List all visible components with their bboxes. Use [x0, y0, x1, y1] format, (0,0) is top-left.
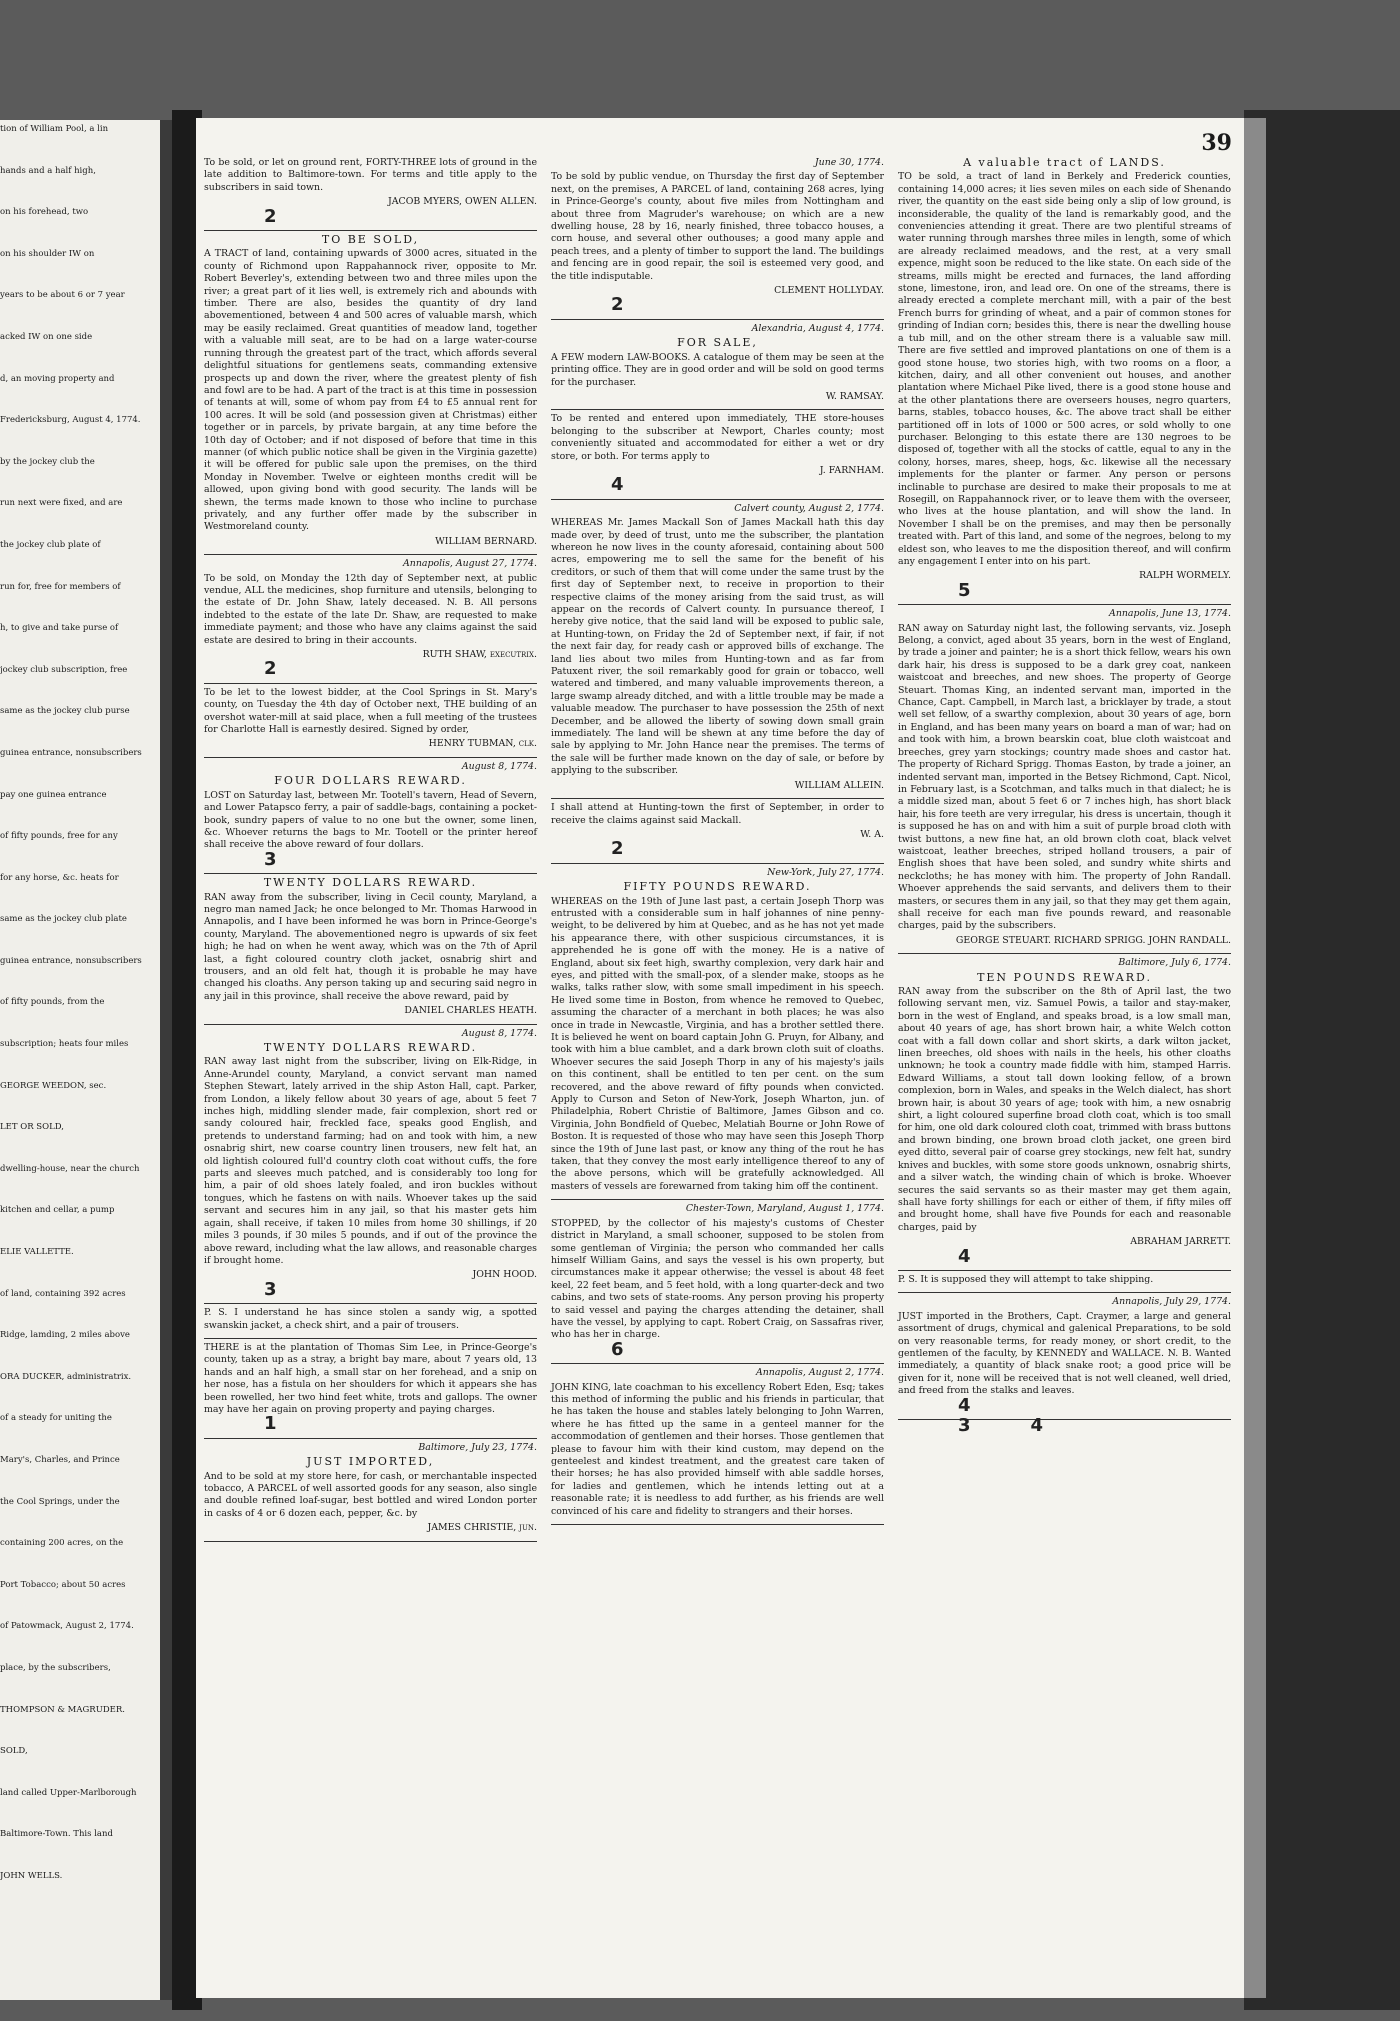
ad-body-text: A TRACT of land, containing upwards of 3000 acres, situated in the county of Richmond upon Rappahannock river, opposite to Mr. Robert Beverley's, extending between two and three miles upon the river; a great part of it lies well, is extremely rich and abounds with timber. There are also, besides the quantity of dry land abovementioned, between 4 and 500 acres of valuable marsh, which may be easily reclaimed. Great quantities of meadow land, together with a valuable mill seat, are to be had on a large water-course running through the greatest part of the tract, which affords several delightful situations for gentlemens seats, commanding extensive prospects up and down the river, where the greatest plenty of fish and fowl are to be had. A part of the tract is at this time in possession of tenants at will, some of whom pay from £4 to £5 annual rent for 100 acres. It will be sold (and possession given at Christmas) either together or in parcels, by private bargain, at any time before the 10th day of October; and if not disposed of before that time in this manner (of which public notice shall be given in the Virginia gazette) it will be offered for public sale upon the premises, on the third Monday in November. Twelve or eighteen months credit will be allowed, upon giving bond with good security. The lands will be shewn, the terms made known to those who incline to purchase privately, and any further offer made by the subscriber in Westmoreland county.	[204, 248, 537, 533]
left-page-line: Mary's, Charles, and Prince	[0, 1455, 120, 1465]
left-page-line: Baltimore-Town. This land	[0, 1829, 113, 1840]
advertisement	[551, 1364, 884, 1525]
left-page-line: THOMPSON & MAGRUDER.	[0, 1704, 125, 1715]
handwritten-mark: 4	[1030, 1415, 1044, 1436]
handwritten-mark: 4	[958, 1245, 971, 1267]
left-page-line: run for, free for members of	[0, 581, 121, 592]
advertisement	[204, 1339, 537, 1439]
ad-body-text: TO be sold, a tract of land in Berkely and Frederick counties, containing 14,000 acres; it lies seven miles on each side of Shenando river, the quantity on the east side being only a slip of low ground, is inconsiderable, the quality of the land is remarkably good, and the conveniencies attending it great. There are two plentiful streams of water running through marshes three miles in length, some of which are already reclaimed meadows, and the rest, at a very small expence, might soon be reduced to the like state. On each side of the streams, mills might be erected and furnaces, the land affording stone, limestone, iron, and lead ore. On one of the streams, there is already erected a complete merchant mill, with a pair of the best French burrs for grinding of wheat, and a pair of common stones for grinding of Indian corn; besides this, there is near the dwelling house a tub mill, and on the other stream there is a valuable saw mill. There are five settled and improved plantations on one of them is a good stone house, two stories high, with two rooms on a floor, a kitchen, dairy, and all other convenient out houses, and another plantation where Michael Pike lived, there is a good stone house and at the other plantations there are overseers houses, negro quarters, barns, stables, tobacco houses, &c. The above tract shall be either partitioned off in lots of 1000 or 500 acres, or sold wholly to one purchaser. Belonging to this estate there are 130 negroes to be disposed of, together with all the stocks of cattle, equal to any in the colony, horses, mares, sheep, hogs, &c. likewise all the necessary implements for the planter or farmer. Any person or persons inclinable to purchase are desired to make their proposals to me at Rosegill, on Rappahannock river, or to leave them with the overseer, who lives at the house plantation, and will show the land. In November I shall be on the premises, and may then be personally treated with. Part of this land, and some of the negroes, belong to my eldest son, who leaves to me the disposition thereof, and will confirm any engagement I enter into on his part.	[898, 171, 1231, 567]
ad-body-text: RAN away on Saturday night last, the following servants, viz. Joseph Belong, a convict, aged about 35 years, born in the west of England, by trade a joiner and painter; he is a short thick fellow, wears his own dark hair, his dress is supposed to be a dark grey coat, nankeen waistcoat and breeches, and new shoes. The property of George Steuart. Thomas King, an indented servant man, imported in the Chance, Capt. Campbell, in March last, a bricklayer by trade, a stout well set fellow, of a swarthy complexion, about 30 years of age, born in England, and has been many years on board a man of war; had on and took with him, a brown bearskin coat, blue cloth waistcoat and breeches, grey yarn stockings; country made shoes and castor hat. The property of Richard Sprigg. Thomas Easton, by trade a joiner, an indented servant man, imported in the Betsey Richmond, Capt. Nicol, in February last, is a Scotchman, and talks much in that dialect; he is a middle sized man, about 5 feet 6 or 7 inches high, has short black hair, his fore teeth are very irregular, his dress is uncertain, though it is supposed he has on and with him a suit of purple broad cloth with twist buttons, a new fine hat, an old brown cloth coat, black velvet waistcoat, leather breeches, striped holland trousers, a pair of English shoes that have been soled, and sundry white shirts and neckcloths; he has money with him. The property of John Randall. Whoever apprehends the said servants, and delivers them to their masters, or secures them in any jail, so that they may get them again, shall receive for each man five pounds reward, and reasonable charges, paid by the subscribers.	[898, 622, 1231, 932]
left-page-line: on his forehead, two	[0, 207, 89, 218]
left-page-line: Fredericksburg, August 4, 1774.	[0, 415, 141, 426]
left-page-line: guinea entrance, nonsubscribers	[0, 747, 142, 758]
left-page-line: tion of William Pool, a lin	[0, 124, 109, 134]
left-page-line: of fifty pounds, free for any	[0, 831, 118, 842]
advertisement	[551, 410, 884, 499]
ad-body-text: To be sold, on Monday the 12th day of September next, at public vendue, ALL the medicines, shop furniture and utensils, belonging to the estate of Dr. John Shaw, lately deceased. N. B. All persons indebted to the estate of the late Dr. Shaw, are requested to make immediate payment; and those who have any claims against the said estate are desired to bring in their accounts.	[204, 572, 537, 646]
ad-dateline: Annapolis, July 29, 1774.	[1112, 1296, 1231, 1308]
book-edge	[1244, 110, 1400, 2010]
advertisement	[204, 231, 537, 555]
column-1	[204, 154, 537, 1542]
page-stack-edge	[1244, 118, 1266, 1998]
advertisement	[204, 1439, 537, 1542]
left-page-line: LET OR SOLD,	[0, 1122, 64, 1133]
left-page-line: Ridge, lamding, 2 miles above	[0, 1330, 130, 1341]
advertisement	[551, 799, 884, 864]
ad-signature: W. RAMSAY.	[825, 390, 884, 402]
left-page-line: years to be about 6 or 7 year	[0, 290, 125, 301]
advertisement	[898, 1271, 1231, 1293]
ad-signature: HENRY TUBMAN, clk.	[428, 738, 537, 750]
left-page-line: the jockey club plate of	[0, 539, 101, 550]
ad-signature: GEORGE STEUART. RICHARD SPRIGG. JOHN RANDALL.	[955, 934, 1231, 946]
ad-heading: TEN POUNDS REWARD.	[977, 970, 1152, 984]
ad-body-text: RAN away from the subscriber, living in Cecil county, Maryland, a negro man named Jack; he once belonged to Mr. Thomas Harwood in Annapolis, and I have been informed he was born in Prince-George's county, Maryland. The abovementioned negro is upwards of six feet high; he had on when he went away, which was on the 7th of April last, a fight coloured country cloth jacket, osnabrig shirt and trousers, and an old felt hat, though it is probable he may have changed his cloaths. Any person taking up and securing said negro in any jail in this province, shall receive the above reward, paid by	[204, 891, 537, 1002]
ad-body-text: And to be sold at my store here, for cash, or merchantable inspected tobacco, A PARCEL of well assorted goods for any season, also single and double refined loaf-sugar, best bottled and wired London porter in casks of 4 or 6 dozen each, pepper, &c. by	[204, 1470, 537, 1519]
column-3	[898, 154, 1231, 1542]
newspaper-columns	[204, 154, 1234, 1542]
ad-dateline: August 8, 1774.	[461, 1027, 537, 1039]
ad-dateline: Calvert county, August 2, 1774.	[734, 502, 884, 514]
left-page-line: same as the jockey club plate	[0, 914, 127, 925]
handwritten-mark: 5	[958, 579, 971, 601]
ad-dateline: June 30, 1774.	[814, 157, 884, 168]
ad-body-text: To be let to the lowest bidder, at the Cool Springs in St. Mary's county, on Tuesday the 4th day of October next, THE building of an overshot water-mill at said place, when a full meeting of the trustees for Charlotte Hall is earnestly desired. Signed by order,	[204, 686, 537, 736]
left-page-line: ELIE VALLETTE.	[0, 1247, 74, 1258]
left-page-line: h, to give and take purse of	[0, 623, 119, 634]
ad-signature: W. A.	[860, 828, 884, 840]
left-page-line: acked IW on one side	[0, 331, 93, 342]
left-page-line: d, an moving property and	[0, 373, 115, 384]
handwritten-mark: 4	[958, 1394, 971, 1416]
ad-heading: A valuable tract of LANDS.	[963, 156, 1166, 169]
ad-dateline: Baltimore, July 23, 1774.	[418, 1441, 537, 1453]
left-page-line: ORA DUCKER, administratrix.	[0, 1371, 132, 1382]
left-page	[0, 120, 172, 2000]
ad-body-text: STOPPED, by the collector of his majesty's customs of Chester district in Maryland, a small schooner, supposed to be stolen from some gentleman of Virginia; the person who commanded her calls himself William Gains, and says the vessel is his own property, but circumstances make it appear otherwise; the vessel is about 48 feet keel, 22 feet beam, and 5 feet hold, with a long quarter-deck and two cabins, and two sets of state-rooms. Any person proving his property to said vessel and paying the charges attending the detainer, shall have the vessel, by applying to capt. Robert Craig, on Sassafras river, who has her in charge.	[551, 1217, 884, 1341]
ad-signature: RUTH SHAW, executrix.	[422, 649, 537, 661]
advertisement	[204, 684, 537, 758]
ad-body-text: JUST imported in the Brothers, Capt. Craymer, a large and general assortment of drugs, chymical and galenical Preparations, to be sold on very reasonable terms, for ready money, or short credit, to the gentlemen of the faculty, by KENNEDY and WALLACE. N. B. Wanted immediately, a quantity of black snake root; a good price will be given for it, none will be received that is not well cleaned, well dried, and freed from the stalks and leaves.	[898, 1310, 1231, 1397]
left-page-line: run next were fixed, and are	[0, 498, 123, 509]
ad-signature: DANIEL CHARLES HEATH.	[404, 1005, 537, 1017]
ad-body-text: LOST on Saturday last, between Mr. Tootell's tavern, Head of Severn, and Lower Patapsco ferry, a pair of saddle-bags, containing a pocket-book, sundry papers of value to no one but the owner, some linen, &c. Whoever returns the bags to Mr. Tootell or the printer hereof shall receive the above reward of four dollars.	[204, 789, 537, 851]
ad-body-text: P. S. I understand he has since stolen a sandy wig, a spotted swanskin jacket, a check shirt, and a pair of trousers.	[204, 1307, 537, 1331]
advertisement	[898, 1293, 1231, 1420]
left-page-line: the Cool Springs, under the	[0, 1496, 120, 1507]
ad-dateline: Alexandria, August 4, 1774.	[751, 322, 884, 334]
ad-body-text: I shall attend at Hunting-town the first of September, in order to receive the claims against said Mackall.	[551, 802, 884, 826]
advertisement	[204, 154, 537, 231]
handwritten-mark: 3	[958, 1415, 971, 1436]
left-page-line: on his shoulder IW on	[0, 248, 95, 259]
ad-dateline: Annapolis, August 2, 1774.	[755, 1367, 884, 1379]
ad-body-text: WHEREAS Mr. James Mackall Son of James Mackall hath this day made over, by deed of trust, unto me the subscriber, the plantation whereon he now lives in the county aforesaid, containing about 500 acres, empowering me to sell the same for the benefit of his creditors, or such of them that will come under the same trust by the first day of September next, to receive in proportion to their respective claims of the money arising from the said trust, as will appear on the records of Calvert county. In pursuance thereof, I hereby give notice, that the said land will be exposed to public sale, at Hunting-town, on Friday the 2d of September next, if fair, if not the next fair day, for ready cash or approved bills of exchange. The land lies about two miles from Hunting-town and as far from Patuxent river, the soil remarkably good for grain or tobacco, well watered and timbered, and many valuable improvements thereon, a large swamp already ditched, and with a little trouble may be made a valuable meadow. The purchaser to have possession the 25th of next December, and be allowed the liberty of sowing down small grain immediately. The land will be shewn at any time before the day of sale by applying to Mr. John Hance near the premises. The terms of the sale will be further made known on the day of sale, or before by applying to the subscriber.	[551, 517, 884, 777]
left-page-line: GEORGE WEEDON, sec.	[0, 1080, 107, 1091]
ad-dateline: Chester-Town, Maryland, August 1, 1774.	[685, 1203, 884, 1215]
ad-heading: JUST IMPORTED,	[306, 1455, 435, 1469]
left-page-line: hands and a half high,	[0, 165, 96, 176]
ad-heading: TWENTY DOLLARS REWARD.	[263, 876, 478, 890]
left-page-line: same as the jockey club purse	[0, 706, 130, 717]
ad-signature: WILLIAM ALLEIN.	[794, 779, 884, 791]
advertisement	[898, 954, 1231, 1271]
left-page-line: kitchen and cellar, a pump	[0, 1205, 115, 1216]
left-page-line: dwelling-house, near the church	[0, 1163, 140, 1174]
ad-heading: FIFTY POUNDS REWARD.	[623, 880, 812, 894]
ad-body-text: P. S. It is supposed they will attempt to take shipping.	[898, 1273, 1154, 1285]
handwritten-mark: 3	[264, 848, 277, 870]
ad-signature: CLEMENT HOLLYDAY.	[774, 285, 884, 297]
left-page-line: for any horse, &c. heats for	[0, 872, 119, 883]
ad-body-text: RAN away last night from the subscriber, living on Elk-Ridge, in Anne-Arundel county, Maryland, a convict servant man named Stephen Stewart, lately arrived in the ship Aston Hall, capt. Parker, from London, a likely fellow about 30 years of age, about 5 feet 7 inches high, middling slender made, fair complexion, short red or sandy coloured hair, freckled face, speaks good English, and pretends to understand farming; had on and took with him, a new osnabrig shirt, new coarse country linen trousers, new felt hat, an old lightish coloured full'd country cloth coat without cuffs, the fore parts and sleeves much patched, and is considerably too long for him, a pair of old shoes lately foaled, and iron buckles without tongues, which he fastens on with nails. Whoever takes up the said servant and secures him in any jail, so that his master gets him again, shall receive, if taken 10 miles from home 30 shillings, if 20 miles 3 pounds, if 30 miles 5 pounds, and if out of the province the above reward, including what the law allows, and reasonable charges if brought home.	[204, 1056, 537, 1266]
ad-heading: FOUR DOLLARS REWARD.	[274, 774, 467, 788]
left-page-column	[0, 120, 172, 1883]
left-page-line: of a steady for uniting the	[0, 1413, 112, 1424]
ad-dateline: New-York, July 27, 1774.	[767, 866, 884, 878]
left-page-line: place, by the subscribers,	[0, 1662, 111, 1673]
ad-heading: FOR SALE,	[677, 336, 758, 350]
handwritten-mark: 2	[611, 838, 624, 860]
ad-dateline: Annapolis, June 13, 1774.	[1109, 608, 1231, 620]
advertisement	[204, 555, 537, 684]
ad-body-text: To be sold by public vendue, on Thursday the first day of September next, on the premises, A PARCEL of land, containing 268 acres, lying in Prince-George's county, about five miles from Nottingham and about three from Magruder's warehouse; on which are a new dwelling house, 28 by 16, nearly finished, three tobacco houses, a corn house, and several other outhouses; a good many apple and peach trees, and a plenty of timber to support the land. The buildings and fencing are in good repair, the soil is esteemed very good, and the title indisputable.	[551, 171, 884, 282]
ad-dateline: August 8, 1774.	[461, 760, 537, 772]
advertisement	[898, 605, 1231, 954]
ad-signature: RALPH WORMELY.	[1139, 570, 1231, 582]
left-page-line: subscription; heats four miles	[0, 1039, 129, 1050]
advertisement	[204, 758, 537, 874]
ad-body-text: RAN away from the subscriber on the 8th of April last, the two following servant men, viz. Samuel Powis, a tailor and stay-maker, born in the west of England, and speaks broad, is a low small man, about 40 years of age, has short brown hair, a white Welch cotton coat with a fall down collar and short skirts, a dark wilton jacket, linen breeches, old shoes with nails in the heels, his other cloaths unknown; he took a country made fiddle with him, stamped Harris. Edward Williams, a stout tall down looking fellow, of a brown complexion, born in Wales, and speaks in the Welch dialect, has short brown hair, is about 30 years of age; took with him, a new osnabrig shirt, a light coloured superfine broad cloth coat, which is too small for him, one old dark coloured cloth coat, trimmed with brass buttons and brown binding, one brown broad cloth jacket, one green bird eyed ditto, several pair of coarse grey stockings, new felt hat, sundry knives and buckles, with some store goods unknown, osnabrig shirts, and a silver watch, the winding chain of which is broke. Whoever secures the said servants so as their master may get them again, shall have forty shillings for each or either of them, if fifty miles off and brought home, shall have five Pounds for each and reasonable charges, paid by	[898, 986, 1231, 1233]
ad-body-text: THERE is at the plantation of Thomas Sim Lee, in Prince-George's county, taken up as a stray, a bright bay mare, about 7 years old, 13 hands and an half high, a small star on her forehead, and a snip on her nose, has a fistula on her shoulders for which it appears she has been rowelled, her two hind feet white, trots and gallops. The owner may have her again on proving property and paying charges.	[204, 1341, 537, 1415]
ad-heading: TO BE SOLD,	[321, 233, 420, 247]
ad-signature: JACOB MYERS, OWEN ALLEN.	[388, 196, 537, 208]
left-page-line: land called Upper-Marlborough	[0, 1787, 137, 1798]
ad-dateline: Baltimore, July 6, 1774.	[1118, 957, 1231, 969]
handwritten-mark: 3	[264, 1278, 277, 1300]
handwritten-mark: 6	[611, 1338, 624, 1360]
handwritten-mark: 1	[264, 1413, 277, 1435]
advertisement	[204, 1025, 537, 1305]
left-page-line: JOHN WELLS.	[0, 1870, 63, 1881]
column-2	[551, 154, 884, 1542]
advertisement	[551, 864, 884, 1201]
advertisement	[551, 320, 884, 410]
ad-signature: J. FARNHAM.	[819, 464, 884, 476]
left-page-line: of Patowmack, August 2, 1774.	[0, 1621, 134, 1632]
ad-body-text: WHEREAS on the 19th of June last past, a certain Joseph Thorp was entrusted with a considerable sum in half johannes of nine penny-weight, to be delivered by him at Quebec, and as he has not yet made his appearance there, with other suspicious circumstances, it is apprehended he is gone off with the money. He is a native of England, about six feet high, swarthy complexion, very dark hair and eyes, and pitted with the small-pox, of a slender make, stoops as he walks, talks rather slow, with some small impediment in his speech. He lived some time in Boston, from whence he removed to Quebec, assuming the character of a merchant in both places; he was also once in trade in Newcastle, Virginia, and has a brother settled there. It is believed he went on board captain John G. Pruyn, for Albany, and took with him a blue camblet, and a dark brown cloth suit of cloaths. Whoever secures the said Joseph Thorp in any of his majesty's jails on this continent, shall be entitled to ten per cent. on the sum recovered, and the above reward of fifty pounds when convicted. Apply to Curson and Seton of New-York, Joseph Wharton, jun. of Philadelphia, Robert Christie of Baltimore, James Gibson and co. Virginia, John Bondfield of Quebec, Melatiah Bourne or John Rowe of Boston. It is requested of those who may have seen this Joseph Thorp since the 19th of June last past, or know any thing of the rout he has taken, that they convey the most early intelligence thereof to any of the above persons, which will be gratefully acknowledged. All masters of vessels are forewarned from taking him off the continent.	[551, 895, 884, 1192]
left-page-line: pay one guinea entrance	[0, 789, 107, 800]
left-page-line: containing 200 acres, on the	[0, 1538, 124, 1549]
advertisement	[204, 874, 537, 1024]
left-page-line: Port Tobacco; about 50 acres	[0, 1579, 126, 1590]
left-page-line: of fifty pounds, from the	[0, 997, 105, 1008]
ad-body-text: JOHN KING, late coachman to his excellency Robert Eden, Esq; takes this method of informing the public and his friends in particular, that he has taken the house and stables lately belonging to John Warren, where he has fitted up the same in a genteel manner for the accommodation of gentlemen and their horses. Those gentlemen that please to favour him with their kind custom, may depend on the genteelest and kindest treatment, and the greatest care taken of their horses; he has also provided himself with able saddle horses, for ladies and gentlemen, which he intends letting out at a reasonable rate; it is needless to add further, as his friends are well convinced of his care and fidelity to strangers and their horses.	[551, 1381, 884, 1517]
handwritten-mark: 2	[611, 294, 624, 316]
advertisement	[551, 500, 884, 799]
page-number: 39	[1201, 130, 1232, 156]
ad-heading: TWENTY DOLLARS REWARD.	[263, 1041, 478, 1054]
left-page-line: jockey club subscription, free	[0, 664, 128, 675]
ad-signature: JOHN HOOD.	[472, 1269, 537, 1281]
handwritten-mark: 2	[264, 658, 277, 680]
ad-body-text: To be sold, or let on ground rent, FORTY-THREE lots of ground in the late addition to Baltimore-town. For terms and title apply to the subscribers in said town.	[204, 157, 537, 193]
ad-body-text: To be rented and entered upon immediately, THE store-houses belonging to the subscriber at Newport, Charles county; most conveniently situated and accommodated for either a wet or dry store, or both. For terms apply to	[551, 413, 884, 462]
ad-dateline: Annapolis, August 27, 1774.	[403, 558, 537, 570]
left-page-line: by the jockey club the	[0, 456, 95, 467]
right-page	[196, 118, 1244, 1998]
left-page-line: of land, containing 392 acres	[0, 1288, 126, 1299]
advertisement	[204, 1304, 537, 1339]
ad-body-text: A FEW modern LAW-BOOKS. A catalogue of them may be seen at the printing office. They are in good order and will be sold on good terms for the purchaser.	[551, 351, 884, 388]
left-page-line: guinea entrance, nonsubscribers	[0, 955, 142, 966]
advertisement	[551, 154, 884, 320]
advertisement	[898, 154, 1231, 605]
ad-signature: ABRAHAM JARRETT.	[1130, 1236, 1231, 1248]
ad-signature: JAMES CHRISTIE, jun.	[427, 1522, 537, 1534]
handwritten-mark: 4	[611, 474, 624, 496]
left-page-line: SOLD,	[0, 1746, 28, 1757]
handwritten-mark: 2	[264, 205, 277, 227]
ad-signature: WILLIAM BERNARD.	[435, 535, 537, 547]
advertisement	[551, 1200, 884, 1364]
